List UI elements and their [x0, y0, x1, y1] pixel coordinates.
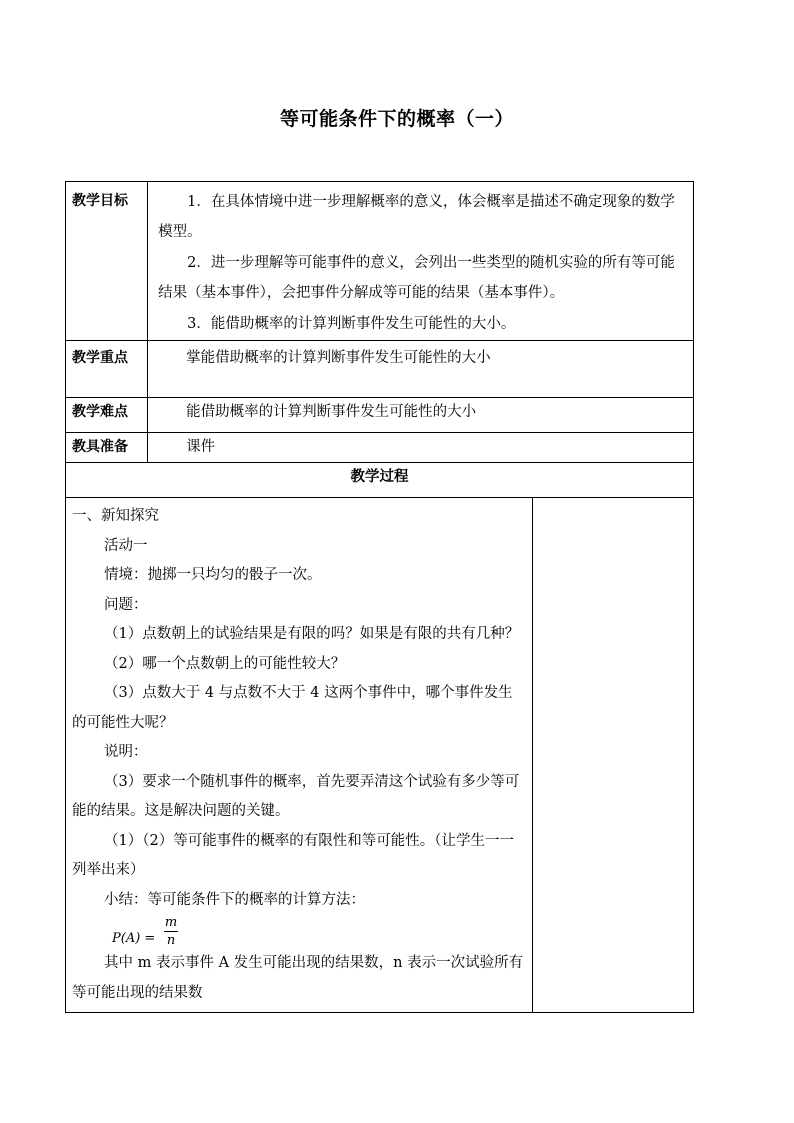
key-content: 掌能借助概率的计算判断事件发生可能性的大小 — [148, 340, 694, 397]
process-line: 情境：抛掷一只均匀的骰子一次。 — [104, 567, 322, 583]
tools-row — [66, 432, 694, 463]
process-line: 小结：等可能条件下的概率的计算方法： — [104, 891, 365, 908]
process-row — [66, 498, 694, 1013]
formula-denominator: n — [166, 933, 176, 948]
process-line: （3）要求一个随机事件的概率，首先要弄清这个试验有多少等可能的结果。这是解决问题的关键。 — [72, 773, 520, 819]
process-line: 问题： — [104, 596, 148, 613]
key-label: 教学重点 — [66, 340, 148, 397]
process-line: 一、新知探究 — [72, 508, 159, 524]
process-line: （3）点数大于 4 与点数不大于 4 这两个事件中，哪个事件发生的可能性大呢？ — [72, 685, 513, 731]
goal-item-2: 2．进一步理解等可能事件的意义，会列出一些类型的随机实验的所有等可能结果（基本事件），会把事件分解成等可能的结果（基本事件）。 — [158, 255, 675, 301]
process-line: 活动一 — [104, 537, 148, 554]
formula-lhs: P(A) = — [112, 931, 156, 946]
goal-item-1: 1．在具体情境中进一步理解概率的意义，体会概率是描述不确定现象的数学模型。 — [158, 194, 675, 240]
tools-label: 教具准备 — [66, 432, 148, 463]
goal-content — [148, 182, 694, 341]
process-line: （2）哪一个点数朝上的可能性较大？ — [104, 655, 346, 672]
goal-label: 教学目标 — [66, 182, 148, 341]
tools-content: 课件 — [148, 432, 694, 463]
difficulty-label: 教学难点 — [66, 397, 148, 432]
process-content — [66, 498, 533, 1013]
goal-item-3: 3．能借助概率的计算判断事件发生可能性的大小。 — [187, 316, 516, 332]
lesson-plan-table — [65, 181, 694, 1013]
formula-numerator: m — [164, 915, 178, 930]
probability-formula — [112, 915, 526, 949]
difficulty-row — [66, 397, 694, 432]
difficulty-content: 能借助概率的计算判断事件发生可能性的大小 — [148, 397, 694, 432]
process-line: 说明： — [104, 744, 148, 760]
goal-row — [66, 182, 694, 341]
process-closing: 其中 m 表示事件 A 发生可能出现的结果数，n 表示一次试验所有等可能出现的结果数 — [72, 955, 524, 1001]
formula-fraction — [164, 915, 178, 948]
fraction-bar — [164, 931, 178, 932]
key-row — [66, 340, 694, 397]
process-line: （1）（2）等可能事件的概率的有限性和等可能性。（让学生一一列举出来） — [72, 832, 514, 878]
page-title: 等可能条件下的概率（一） — [279, 108, 514, 130]
process-line: （1）点数朝上的试验结果是有限的吗？如果是有限的共有几种？ — [104, 626, 520, 642]
process-header: 教学过程 — [66, 463, 694, 498]
process-notes-column — [532, 498, 693, 1013]
process-header-row — [66, 463, 694, 498]
